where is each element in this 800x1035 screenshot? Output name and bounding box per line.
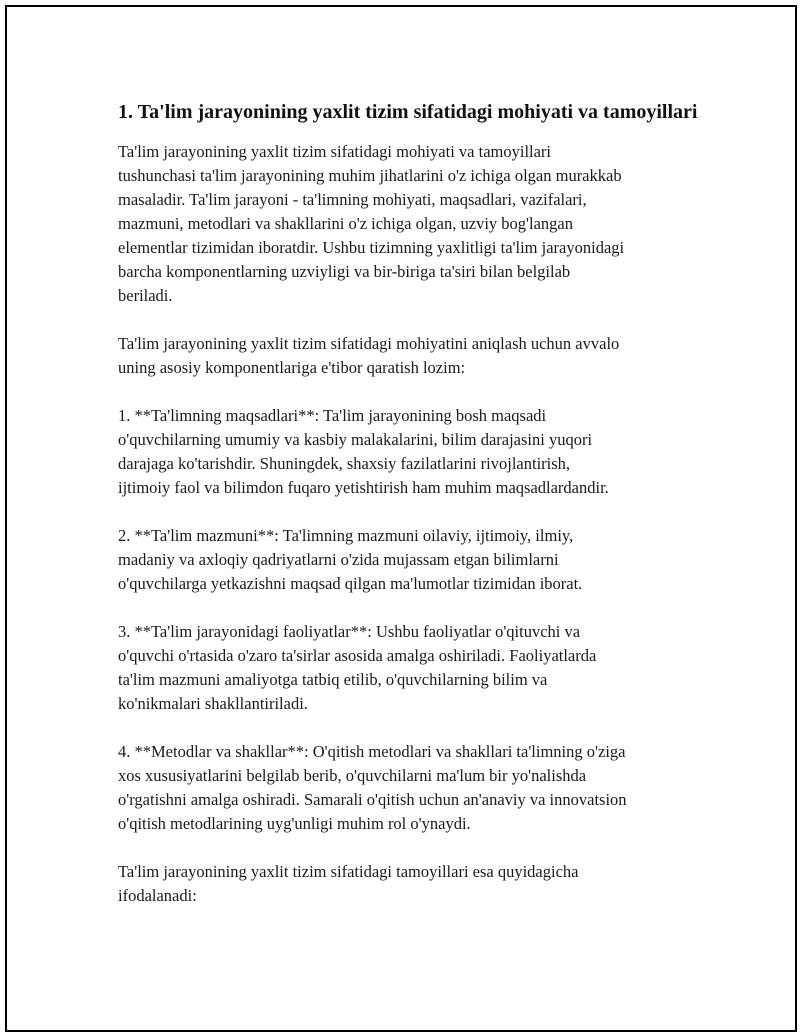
- list-item-activities: 3. **Ta'lim jarayonidagi faoliyatlar**: Ushbu faoliyatlar o'qituvchi va o'quvchi o'rtasida o'zaro ta'sirlar asosida amalga oshiriladi. Faoliyatlarda ta'lim mazmuni amaliyotga tatbiq etilib, o'quvchilarning bilim va ko'nikmalari shakllantiriladi.: [118, 622, 597, 713]
- list-item-methods: 4. **Metodlar va shakllar**: O'qitish metodlari va shakllari ta'limning o'ziga xos xususiyatlarini belgilab berib, o'quvchilarni ma'lum bir yo'nalishda o'rgatishni amalga oshiradi. Samarali o'qitish uchun an'anaviy va innovatsion o'qitish metodlarining uyg'unligi muhim rol o'ynaydi.: [118, 742, 627, 833]
- document-body: [118, 99, 703, 908]
- components-intro-paragraph: Ta'lim jarayonining yaxlit tizim sifatidagi mohiyatini aniqlash uchun avvalo uning asosiy komponentlariga e'tibor qaratish lozim:: [118, 334, 620, 377]
- intro-paragraph: Ta'lim jarayonining yaxlit tizim sifatidagi mohiyati va tamoyillari tushunchasi ta'lim jarayonining muhim jihatlarini o'z ichiga olgan murakkab masaladir. Ta'lim jarayoni - ta'limning mohiyati, maqsadlari, vazifalari, mazmuni, metodlari va shakllarini o'z ichiga olgan, uzviy bog'langan elementlar tizimidan iboratdir. Ushbu tizimning yaxlitligi ta'lim jarayonidagi barcha komponentlarning uzviyligi va bir-biriga ta'siri bilan belgilab beriladi.: [118, 142, 625, 305]
- section-heading: 1. Ta'lim jarayonining yaxlit tizim sifatidagi mohiyati va tamoyillari: [118, 101, 698, 123]
- principles-intro-paragraph: Ta'lim jarayonining yaxlit tizim sifatidagi tamoyillari esa quyidagicha ifodalanadi:: [118, 862, 579, 905]
- list-item-goals: 1. **Ta'limning maqsadlari**: Ta'lim jarayonining bosh maqsadi o'quvchilarning umumiy va kasbiy malakalarini, bilim darajasini yuqori darajaga ko'tarishdir. Shuningdek, shaxsiy fazilatlarini rivojlantirish, ijtimoiy faol va bilimdon fuqaro yetishtirish ham muhim maqsadlardandir.: [118, 406, 609, 497]
- list-item-content: 2. **Ta'lim mazmuni**: Ta'limning mazmuni oilaviy, ijtimoiy, ilmiy, madaniy va axloqiy qadriyatlarni o'zida mujassam etgan bilimlarni o'quvchilarga yetkazishni maqsad qilgan ma'lumotlar tizimidan iborat.: [118, 526, 583, 593]
- page-frame: [5, 5, 797, 1032]
